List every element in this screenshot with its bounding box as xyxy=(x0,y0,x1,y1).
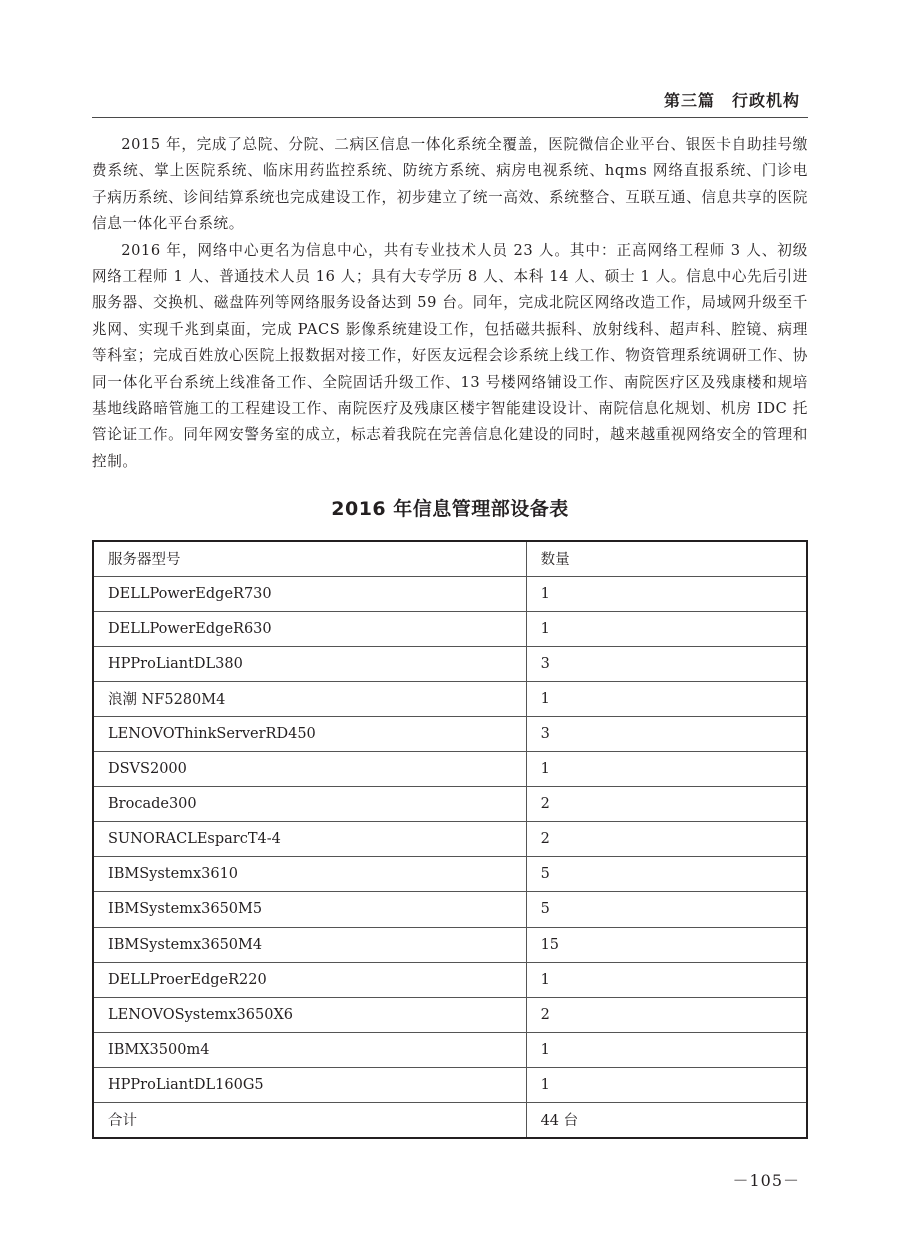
cell-quantity: 2 xyxy=(526,787,807,822)
cell-quantity: 5 xyxy=(526,857,807,892)
body-text xyxy=(92,132,808,475)
cell-quantity: 15 xyxy=(526,927,807,962)
table-row xyxy=(93,646,807,681)
cell-quantity: 2 xyxy=(526,997,807,1032)
cell-model: 合计 xyxy=(93,1103,526,1138)
table-row xyxy=(93,892,807,927)
cell-model: DSVS2000 xyxy=(93,752,526,787)
table-row xyxy=(93,787,807,822)
running-header: 第三篇 行政机构 xyxy=(663,91,800,110)
table-row xyxy=(93,716,807,751)
page-number: －105－ xyxy=(732,1171,800,1190)
cell-model: LENOVOThinkServerRD450 xyxy=(93,716,526,751)
cell-model: DELLProerEdgeR220 xyxy=(93,962,526,997)
cell-quantity: 44 台 xyxy=(526,1103,807,1138)
equipment-table xyxy=(92,540,808,1139)
table-total-row xyxy=(93,1103,807,1138)
cell-quantity: 3 xyxy=(526,716,807,751)
cell-model: HPProLiantDL380 xyxy=(93,646,526,681)
cell-quantity: 1 xyxy=(526,576,807,611)
cell-model: DELLPowerEdgeR730 xyxy=(93,576,526,611)
table-row xyxy=(93,857,807,892)
cell-model: IBMX3500m4 xyxy=(93,1032,526,1067)
header-cell-quantity: 数量 xyxy=(526,541,807,576)
cell-model: Brocade300 xyxy=(93,787,526,822)
cell-quantity: 1 xyxy=(526,1032,807,1067)
cell-model: IBMSystemx3610 xyxy=(93,857,526,892)
table-row xyxy=(93,1032,807,1067)
cell-quantity: 5 xyxy=(526,892,807,927)
table-row xyxy=(93,997,807,1032)
cell-quantity: 1 xyxy=(526,752,807,787)
cell-quantity: 1 xyxy=(526,1067,807,1102)
cell-quantity: 1 xyxy=(526,681,807,716)
cell-model: DELLPowerEdgeR630 xyxy=(93,611,526,646)
table-row xyxy=(93,962,807,997)
cell-model: HPProLiantDL160G5 xyxy=(93,1067,526,1102)
cell-quantity: 2 xyxy=(526,822,807,857)
table-row xyxy=(93,822,807,857)
cell-quantity: 1 xyxy=(526,611,807,646)
cell-quantity: 3 xyxy=(526,646,807,681)
table-row xyxy=(93,681,807,716)
table-row xyxy=(93,1067,807,1102)
table-row xyxy=(93,752,807,787)
table-row xyxy=(93,576,807,611)
table-title: 2016 年信息管理部设备表 xyxy=(331,498,569,520)
paragraph-2015: 2015 年，完成了总院、分院、二病区信息一体化系统全覆盖，医院微信企业平台、银医卡自助挂号缴费系统、掌上医院系统、临床用药监控系统、防统方系统、病房电视系统、hqms 网络直报系统、门诊电子病历系统、诊间结算系统也完成建设工作，初步建立了统一高效、系统整合、互联互通、信息共享的医院信息一体化平台系统。 xyxy=(92,136,808,233)
cell-model: LENOVOSystemx3650X6 xyxy=(93,997,526,1032)
paragraph-2016: 2016 年，网络中心更名为信息中心，共有专业技术人员 23 人。其中：正高网络工程师 3 人、初级网络工程师 1 人、普通技术人员 16 人；具有大专学历 8 人、本科 14 人、硕士 1 人。信息中心先后引进服务器、交换机、磁盘阵列等网络服务设备达到 59 台。同年，完成北院区网络改造工作，局域网升级至千兆网、实现千兆到桌面，完成 PACS 影像系统建设工作，包括磁共振科、放射线科、超声科、腔镜、病理等科室；完成百姓放心医院上报数据对接工作，好医友远程会诊系统上线工作、物资管理系统调研工作、协同一体化平台系统上线准备工作、全院固话升级工作、13 号楼网络铺设工作、南院医疗区及残康楼和规培基地线路暗管施工的工程建设工作、南院医疗及残康区楼宇智能建设设计、南院信息化规划、机房 IDC 托管论证工作。同年网安警务室的成立，标志着我院在完善信息化建设的同时，越来越重视网络安全的管理和控制。 xyxy=(92,241,808,470)
cell-model: IBMSystemx3650M5 xyxy=(93,892,526,927)
cell-quantity: 1 xyxy=(526,962,807,997)
header-rule xyxy=(92,117,808,118)
table-header-row xyxy=(93,541,807,576)
cell-model: 浪潮 NF5280M4 xyxy=(93,681,526,716)
table-row xyxy=(93,927,807,962)
table-row xyxy=(93,611,807,646)
cell-model: SUNORACLEsparcT4-4 xyxy=(93,822,526,857)
cell-model: IBMSystemx3650M4 xyxy=(93,927,526,962)
header-cell-model: 服务器型号 xyxy=(93,541,526,576)
